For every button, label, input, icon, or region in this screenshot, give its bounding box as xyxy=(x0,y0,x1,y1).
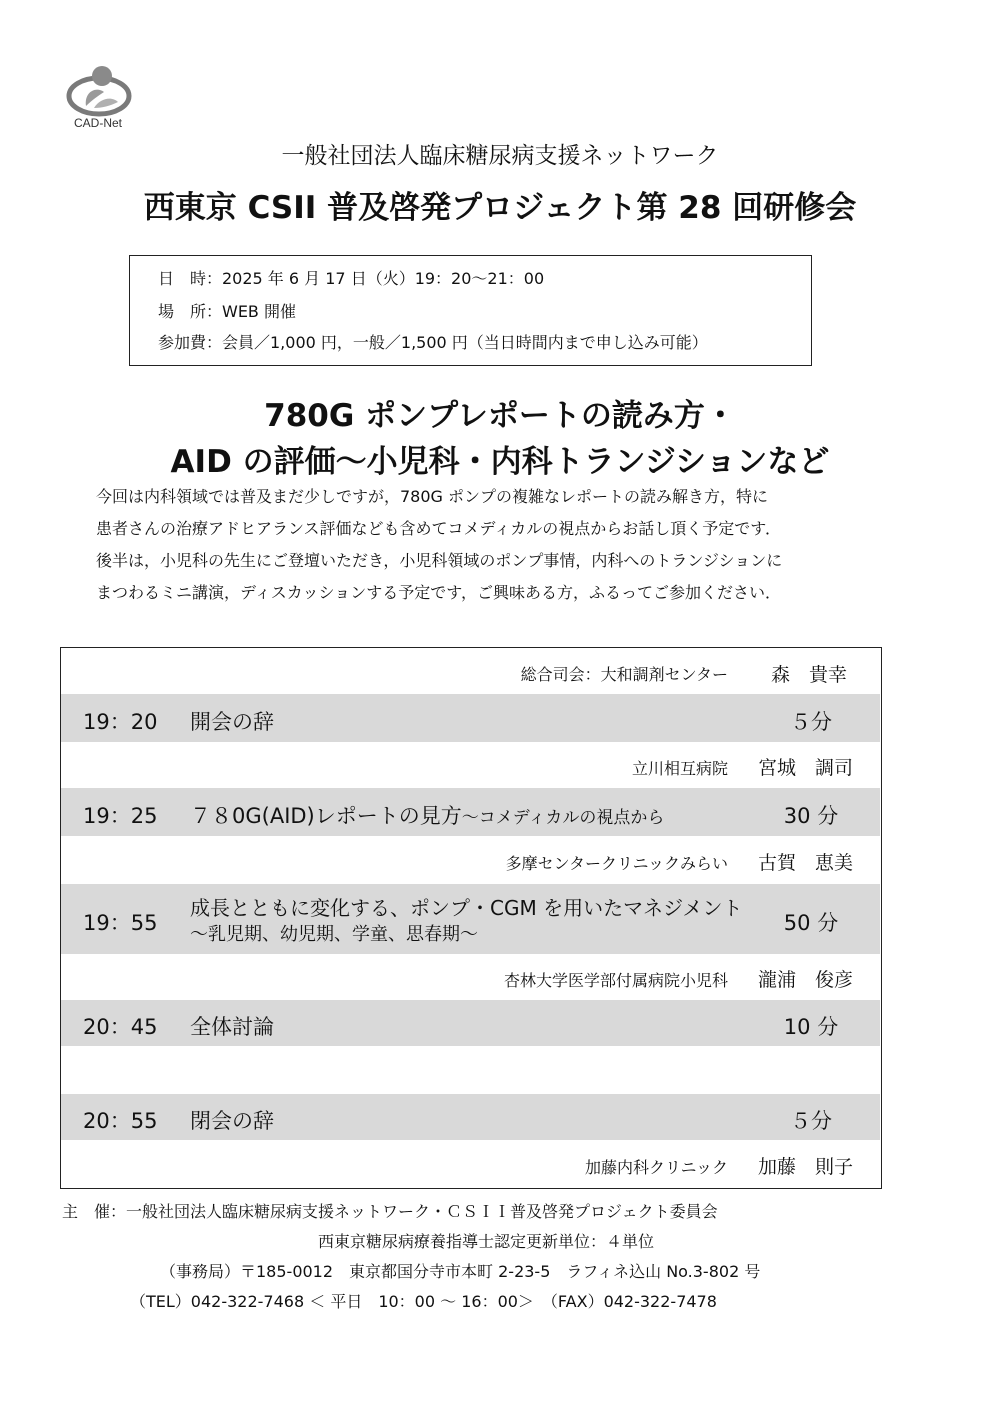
speaker-affiliation: 加藤内科クリニック xyxy=(584,1158,728,1177)
speaker-affiliation: 杏林大学医学部付属病院小児科 xyxy=(503,971,728,990)
session-title: 閉会の辞 xyxy=(190,1109,274,1133)
speaker-name: 瀧浦 俊彦 xyxy=(758,969,854,991)
event-info-box xyxy=(129,255,812,366)
session-duration: ５分 xyxy=(790,710,832,734)
moderator-affiliation: 総合司会：大和調剤センター xyxy=(520,665,728,684)
session-row xyxy=(61,1000,880,1046)
event-title: 西東京 CSII 普及啓発プロジェクト第 28 回研修会 xyxy=(143,190,857,226)
speaker-row xyxy=(61,1140,880,1188)
description-line: 後半は，小児科の先生にご登壇いただき，小児科領域のポンプ事情，内科へのトランジションに xyxy=(96,551,783,570)
session-title: 全体討論 xyxy=(190,1015,274,1039)
session-title: 開会の辞 xyxy=(190,710,274,734)
speaker-name: 宮城 調司 xyxy=(758,757,854,779)
session-time: 20：55 xyxy=(83,1109,158,1133)
empty-row xyxy=(61,1046,880,1094)
session-time: 19：25 xyxy=(83,804,158,828)
session-subtitle: ～乳児期、幼児期、学童、思春期～ xyxy=(190,924,478,945)
session-title-sub: ～コメディカルの視点から xyxy=(461,808,665,828)
event-place: 場 所：WEB 開催 xyxy=(158,302,296,321)
office-line: （事務局）〒185-0012 東京都国分寺市本町 2-23-5 ラフィネ込山 No.3-802 号 xyxy=(160,1262,761,1281)
speaker-affiliation: 多摩センタークリニックみらい xyxy=(505,854,728,873)
description-line: 今回は内科領域では普及まだ少しですが，780G ポンプの複雑なレポートの読み解き方，特に xyxy=(96,487,769,506)
program-table xyxy=(60,647,882,1189)
session-time: 20：45 xyxy=(83,1015,158,1039)
speaker-row xyxy=(61,742,880,788)
topic-line-1: 780G ポンプレポートの読み方・ xyxy=(264,398,736,434)
session-duration: 30 分 xyxy=(783,804,839,828)
session-duration: 10 分 xyxy=(783,1015,839,1039)
contact-line: （TEL）042-322-7468 ＜ 平日 10：00 ～ 16：00＞ （FAX）042-322-7478 xyxy=(130,1292,717,1311)
session-row xyxy=(61,1094,880,1140)
session-time: 19：55 xyxy=(83,911,158,935)
session-title xyxy=(190,800,664,830)
session-duration: 50 分 xyxy=(783,911,839,935)
topic-line-2: AID の評価～小児科・内科トランジションなど xyxy=(170,444,830,480)
session-title: 成長とともに変化する、ポンプ・CGM を用いたマネジメント xyxy=(190,896,743,920)
event-date: 日 時：2025 年 6 月 17 日（火）19：20～21：00 xyxy=(158,269,545,288)
moderator-row xyxy=(61,648,880,694)
host-line: 主 催：一般社団法人臨床糖尿病支援ネットワーク・ＣＳＩＩ普及啓発プロジェクト委員会 xyxy=(62,1202,718,1221)
session-row xyxy=(61,884,880,954)
speaker-name: 古賀 恵美 xyxy=(758,852,854,874)
speaker-affiliation: 立川相互病院 xyxy=(631,759,728,778)
session-time: 19：20 xyxy=(83,710,158,734)
session-row xyxy=(61,694,880,742)
speaker-row xyxy=(61,836,880,884)
logo-text: CAD-Net xyxy=(73,116,122,130)
description-line: 患者さんの治療アドヒアランス評価なども含めてコメディカルの視点からお話し頂く予定です． xyxy=(96,519,781,538)
credit-line: 西東京糖尿病療養指導士認定更新単位：４単位 xyxy=(318,1232,655,1251)
speaker-name: 加藤 則子 xyxy=(758,1156,854,1178)
session-duration: ５分 xyxy=(790,1109,832,1133)
organization-name: 一般社団法人臨床糖尿病支援ネットワーク xyxy=(281,143,719,169)
session-row xyxy=(61,788,880,836)
speaker-row xyxy=(61,954,880,1000)
description-line: まつわるミニ講演，ディスカッションする予定です，ご興味ある方，ふるってご参加ください． xyxy=(96,583,781,602)
session-title-main: ７８0G(AID)レポートの見方 xyxy=(190,804,462,828)
moderator-name: 森 貴幸 xyxy=(771,664,848,686)
event-fee: 参加費：会員／1,000 円，一般／1,500 円（当日時間内まで申し込み可能） xyxy=(158,333,708,352)
description xyxy=(96,481,916,609)
